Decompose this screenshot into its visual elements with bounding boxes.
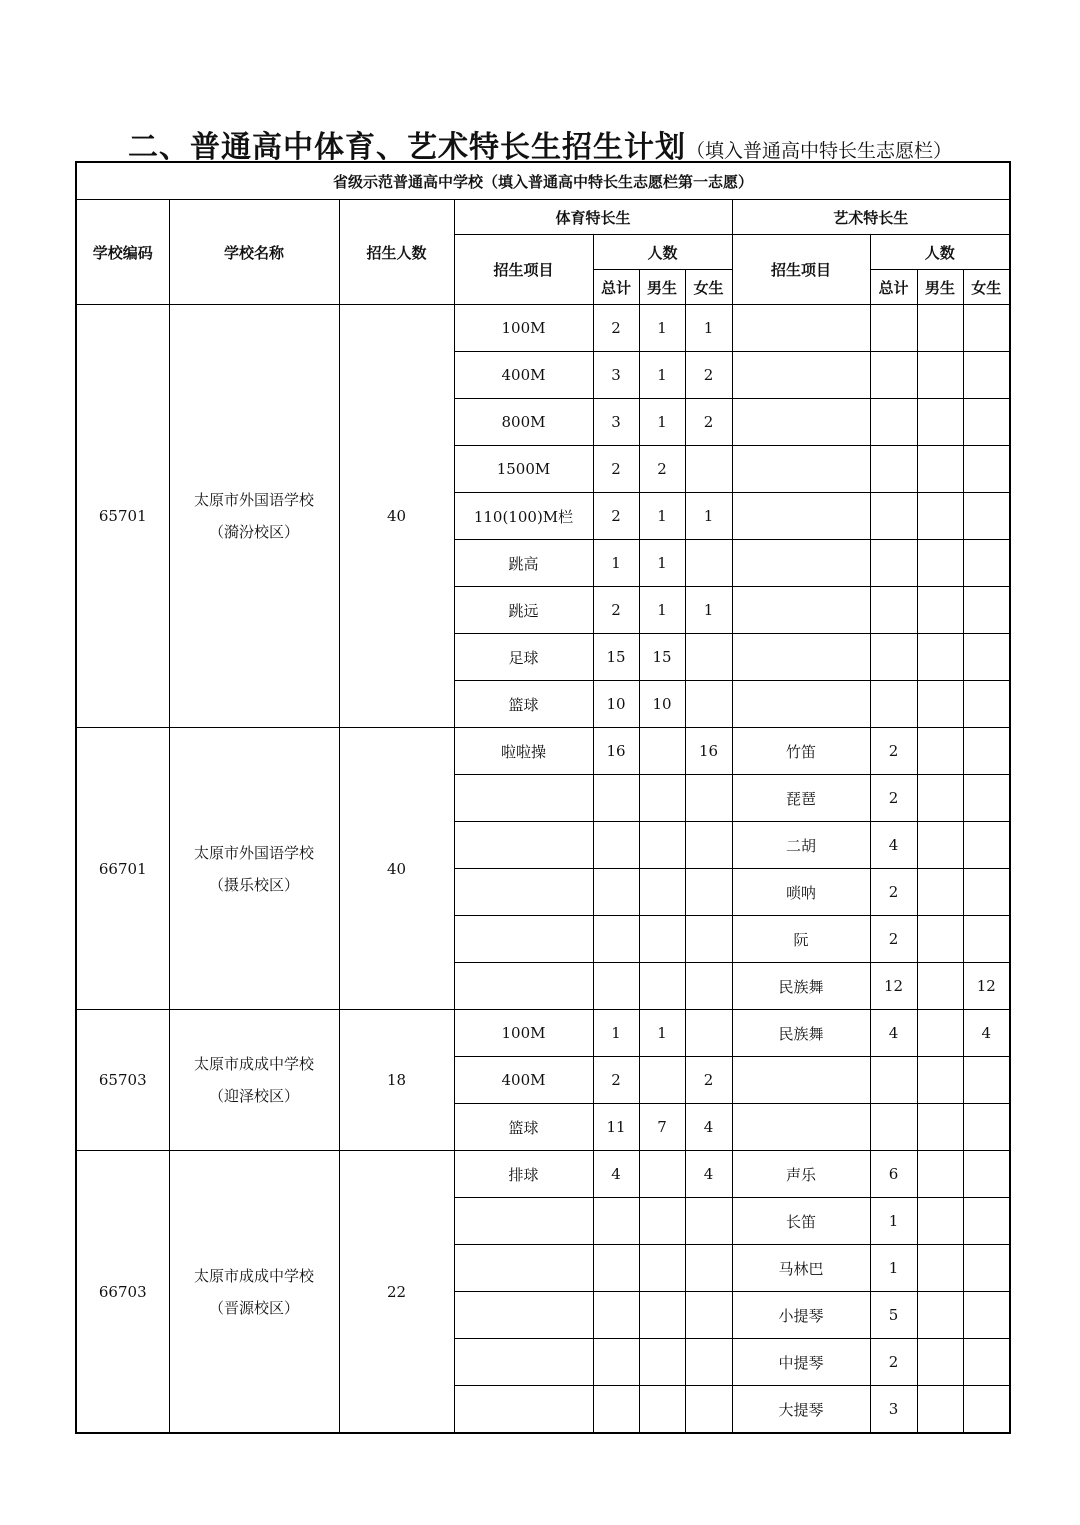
arts-female-cell bbox=[963, 634, 1010, 681]
sports-item-cell bbox=[454, 1292, 593, 1339]
arts-male-cell bbox=[917, 1292, 963, 1339]
sports-female-cell bbox=[685, 916, 732, 963]
arts-total-cell bbox=[870, 305, 917, 352]
arts-total-cell: 4 bbox=[870, 822, 917, 869]
sports-female-cell: 1 bbox=[685, 587, 732, 634]
header-arts-count: 人数 bbox=[870, 235, 1010, 270]
sports-item-cell: 1500M bbox=[454, 446, 593, 493]
sports-total-cell bbox=[593, 1245, 639, 1292]
sports-total-cell: 3 bbox=[593, 399, 639, 446]
sports-male-cell bbox=[639, 822, 685, 869]
sports-male-cell: 15 bbox=[639, 634, 685, 681]
sports-male-cell: 1 bbox=[639, 305, 685, 352]
school-code-cell: 66701 bbox=[76, 728, 169, 1010]
arts-male-cell bbox=[917, 634, 963, 681]
arts-male-cell bbox=[917, 493, 963, 540]
arts-female-cell bbox=[963, 869, 1010, 916]
arts-male-cell bbox=[917, 916, 963, 963]
arts-female-cell bbox=[963, 540, 1010, 587]
arts-male-cell bbox=[917, 305, 963, 352]
arts-male-cell bbox=[917, 681, 963, 728]
sports-total-cell: 1 bbox=[593, 540, 639, 587]
table-row bbox=[76, 1010, 1010, 1057]
arts-female-cell bbox=[963, 1198, 1010, 1245]
arts-male-cell bbox=[917, 352, 963, 399]
arts-total-cell bbox=[870, 352, 917, 399]
sports-item-cell bbox=[454, 1339, 593, 1386]
arts-male-cell bbox=[917, 399, 963, 446]
sports-male-cell: 1 bbox=[639, 540, 685, 587]
sports-item-cell bbox=[454, 869, 593, 916]
sports-male-cell bbox=[639, 1339, 685, 1386]
arts-female-cell: 12 bbox=[963, 963, 1010, 1010]
arts-total-cell: 2 bbox=[870, 728, 917, 775]
school-enroll-count-cell: 18 bbox=[339, 1010, 454, 1151]
arts-total-cell bbox=[870, 587, 917, 634]
arts-item-cell bbox=[732, 446, 870, 493]
arts-item-cell bbox=[732, 493, 870, 540]
sports-male-cell bbox=[639, 1151, 685, 1198]
arts-female-cell bbox=[963, 822, 1010, 869]
arts-male-cell bbox=[917, 540, 963, 587]
sports-male-cell: 1 bbox=[639, 493, 685, 540]
sports-total-cell bbox=[593, 775, 639, 822]
sports-male-cell bbox=[639, 1057, 685, 1104]
arts-female-cell bbox=[963, 1151, 1010, 1198]
school-name-cell bbox=[169, 1010, 339, 1151]
sports-female-cell: 16 bbox=[685, 728, 732, 775]
sports-item-cell: 800M bbox=[454, 399, 593, 446]
sports-male-cell bbox=[639, 1386, 685, 1434]
arts-total-cell: 1 bbox=[870, 1245, 917, 1292]
sports-item-cell bbox=[454, 916, 593, 963]
school-name-cell bbox=[169, 728, 339, 1010]
arts-female-cell bbox=[963, 352, 1010, 399]
sports-total-cell: 16 bbox=[593, 728, 639, 775]
sports-total-cell: 2 bbox=[593, 493, 639, 540]
arts-item-cell: 二胡 bbox=[732, 822, 870, 869]
arts-total-cell: 1 bbox=[870, 1198, 917, 1245]
sports-female-cell bbox=[685, 963, 732, 1010]
sports-female-cell bbox=[685, 1245, 732, 1292]
sports-male-cell: 10 bbox=[639, 681, 685, 728]
arts-item-cell bbox=[732, 634, 870, 681]
arts-male-cell bbox=[917, 728, 963, 775]
header-arts: 艺术特长生 bbox=[732, 200, 1010, 235]
title-note: （填入普通高中特长生志愿栏） bbox=[685, 140, 952, 162]
arts-total-cell bbox=[870, 681, 917, 728]
arts-item-cell bbox=[732, 1057, 870, 1104]
sports-female-cell bbox=[685, 681, 732, 728]
sports-item-cell bbox=[454, 963, 593, 1010]
arts-male-cell bbox=[917, 1245, 963, 1292]
sports-total-cell: 10 bbox=[593, 681, 639, 728]
arts-female-cell bbox=[963, 1057, 1010, 1104]
table-row bbox=[76, 1151, 1010, 1198]
school-campus: （晋源校区） bbox=[208, 1298, 299, 1317]
arts-item-cell: 民族舞 bbox=[732, 963, 870, 1010]
sports-female-cell bbox=[685, 775, 732, 822]
sports-female-cell bbox=[685, 540, 732, 587]
arts-female-cell bbox=[963, 728, 1010, 775]
school-enroll-count-cell: 40 bbox=[339, 305, 454, 728]
table-caption: 省级示范普通高中学校（填入普通高中特长生志愿栏第一志愿） bbox=[76, 162, 1010, 200]
school-name-cell bbox=[169, 1151, 339, 1434]
school-name-cell bbox=[169, 305, 339, 728]
sports-male-cell: 2 bbox=[639, 446, 685, 493]
sports-male-cell bbox=[639, 963, 685, 1010]
sports-total-cell: 2 bbox=[593, 587, 639, 634]
sports-female-cell: 4 bbox=[685, 1104, 732, 1151]
arts-total-cell bbox=[870, 1104, 917, 1151]
header-sports: 体育特长生 bbox=[454, 200, 732, 235]
arts-female-cell bbox=[963, 305, 1010, 352]
sports-female-cell bbox=[685, 446, 732, 493]
arts-item-cell bbox=[732, 587, 870, 634]
header-sports-item: 招生项目 bbox=[454, 235, 593, 305]
sports-total-cell bbox=[593, 963, 639, 1010]
arts-female-cell bbox=[963, 446, 1010, 493]
sports-item-cell: 110(100)M栏 bbox=[454, 493, 593, 540]
sports-item-cell bbox=[454, 1198, 593, 1245]
arts-female-cell bbox=[963, 1292, 1010, 1339]
arts-male-cell bbox=[917, 775, 963, 822]
sports-male-cell bbox=[639, 869, 685, 916]
arts-male-cell bbox=[917, 587, 963, 634]
arts-total-cell: 5 bbox=[870, 1292, 917, 1339]
sports-total-cell bbox=[593, 822, 639, 869]
title-main: 二、普通高中体育、艺术特长生招生计划 bbox=[127, 130, 686, 165]
arts-female-cell bbox=[963, 587, 1010, 634]
sports-female-cell bbox=[685, 1010, 732, 1057]
arts-item-cell bbox=[732, 399, 870, 446]
arts-item-cell: 中提琴 bbox=[732, 1339, 870, 1386]
header-sports-total: 总计 bbox=[593, 270, 639, 305]
sports-female-cell: 2 bbox=[685, 399, 732, 446]
school-campus: （漪汾校区） bbox=[208, 523, 299, 541]
table-row bbox=[76, 305, 1010, 352]
sports-item-cell: 跳远 bbox=[454, 587, 593, 634]
sports-item-cell: 跳高 bbox=[454, 540, 593, 587]
sports-item-cell bbox=[454, 822, 593, 869]
arts-total-cell: 6 bbox=[870, 1151, 917, 1198]
arts-total-cell: 2 bbox=[870, 1339, 917, 1386]
arts-total-cell: 3 bbox=[870, 1386, 917, 1434]
header-sports-female: 女生 bbox=[685, 270, 732, 305]
sports-total-cell: 2 bbox=[593, 305, 639, 352]
arts-total-cell bbox=[870, 446, 917, 493]
arts-male-cell bbox=[917, 446, 963, 493]
sports-male-cell bbox=[639, 1198, 685, 1245]
sports-total-cell bbox=[593, 916, 639, 963]
sports-total-cell bbox=[593, 1198, 639, 1245]
arts-item-cell: 民族舞 bbox=[732, 1010, 870, 1057]
arts-male-cell bbox=[917, 1104, 963, 1151]
header-arts-total: 总计 bbox=[870, 270, 917, 305]
school-name: 太原市成成中学校 bbox=[193, 1055, 314, 1073]
arts-item-cell: 唢呐 bbox=[732, 869, 870, 916]
header-enroll-count: 招生人数 bbox=[339, 200, 454, 305]
sports-male-cell bbox=[639, 1245, 685, 1292]
arts-item-cell: 阮 bbox=[732, 916, 870, 963]
sports-item-cell: 足球 bbox=[454, 634, 593, 681]
sports-male-cell: 7 bbox=[639, 1104, 685, 1151]
sports-male-cell: 1 bbox=[639, 352, 685, 399]
school-name: 太原市外国语学校 bbox=[193, 491, 314, 509]
arts-male-cell bbox=[917, 1339, 963, 1386]
arts-total-cell bbox=[870, 540, 917, 587]
arts-item-cell bbox=[732, 540, 870, 587]
sports-item-cell: 排球 bbox=[454, 1151, 593, 1198]
sports-female-cell bbox=[685, 634, 732, 681]
sports-male-cell bbox=[639, 916, 685, 963]
arts-total-cell bbox=[870, 399, 917, 446]
sports-female-cell: 4 bbox=[685, 1151, 732, 1198]
school-name: 太原市外国语学校 bbox=[193, 843, 314, 862]
sports-item-cell bbox=[454, 1386, 593, 1434]
sports-male-cell bbox=[639, 1292, 685, 1339]
enrollment-plan-table bbox=[75, 161, 1011, 1434]
arts-total-cell: 2 bbox=[870, 775, 917, 822]
sports-female-cell bbox=[685, 822, 732, 869]
arts-male-cell bbox=[917, 1010, 963, 1057]
sports-item-cell: 篮球 bbox=[454, 1104, 593, 1151]
arts-item-cell: 大提琴 bbox=[732, 1386, 870, 1434]
arts-male-cell bbox=[917, 1198, 963, 1245]
arts-female-cell bbox=[963, 399, 1010, 446]
sports-female-cell: 1 bbox=[685, 305, 732, 352]
page-title bbox=[0, 122, 1080, 166]
sports-item-cell: 100M bbox=[454, 1010, 593, 1057]
arts-female-cell: 4 bbox=[963, 1010, 1010, 1057]
arts-item-cell: 长笛 bbox=[732, 1198, 870, 1245]
sports-total-cell bbox=[593, 869, 639, 916]
table-row bbox=[76, 728, 1010, 775]
sports-total-cell: 3 bbox=[593, 352, 639, 399]
sports-item-cell bbox=[454, 1245, 593, 1292]
arts-female-cell bbox=[963, 916, 1010, 963]
sports-total-cell: 2 bbox=[593, 1057, 639, 1104]
arts-male-cell bbox=[917, 963, 963, 1010]
arts-total-cell bbox=[870, 493, 917, 540]
sports-total-cell: 11 bbox=[593, 1104, 639, 1151]
arts-item-cell bbox=[732, 352, 870, 399]
sports-female-cell: 2 bbox=[685, 1057, 732, 1104]
sports-total-cell: 2 bbox=[593, 446, 639, 493]
sports-female-cell bbox=[685, 1339, 732, 1386]
sports-item-cell: 啦啦操 bbox=[454, 728, 593, 775]
header-school-code: 学校编码 bbox=[76, 200, 169, 305]
sports-total-cell bbox=[593, 1386, 639, 1434]
school-code-cell: 66703 bbox=[76, 1151, 169, 1434]
school-campus: （摄乐校区） bbox=[208, 875, 299, 894]
arts-item-cell bbox=[732, 305, 870, 352]
sports-item-cell bbox=[454, 775, 593, 822]
sports-item-cell: 400M bbox=[454, 352, 593, 399]
sports-total-cell: 1 bbox=[593, 1010, 639, 1057]
arts-total-cell bbox=[870, 634, 917, 681]
header-arts-item: 招生项目 bbox=[732, 235, 870, 305]
arts-female-cell bbox=[963, 1339, 1010, 1386]
sports-female-cell bbox=[685, 1292, 732, 1339]
arts-item-cell bbox=[732, 1104, 870, 1151]
arts-total-cell: 2 bbox=[870, 916, 917, 963]
sports-female-cell: 2 bbox=[685, 352, 732, 399]
sports-total-cell: 15 bbox=[593, 634, 639, 681]
arts-male-cell bbox=[917, 869, 963, 916]
sports-item-cell: 400M bbox=[454, 1057, 593, 1104]
arts-total-cell: 12 bbox=[870, 963, 917, 1010]
school-code-cell: 65703 bbox=[76, 1010, 169, 1151]
sports-item-cell: 篮球 bbox=[454, 681, 593, 728]
sports-female-cell bbox=[685, 869, 732, 916]
arts-male-cell bbox=[917, 1386, 963, 1434]
arts-item-cell: 声乐 bbox=[732, 1151, 870, 1198]
arts-item-cell bbox=[732, 681, 870, 728]
header-sports-count: 人数 bbox=[593, 235, 732, 270]
sports-item-cell: 100M bbox=[454, 305, 593, 352]
school-name: 太原市成成中学校 bbox=[193, 1266, 314, 1285]
arts-female-cell bbox=[963, 681, 1010, 728]
header-sports-male: 男生 bbox=[639, 270, 685, 305]
table-body bbox=[76, 305, 1010, 1434]
header-arts-female: 女生 bbox=[963, 270, 1010, 305]
arts-total-cell: 2 bbox=[870, 869, 917, 916]
arts-female-cell bbox=[963, 1245, 1010, 1292]
arts-total-cell: 4 bbox=[870, 1010, 917, 1057]
arts-female-cell bbox=[963, 1386, 1010, 1434]
arts-item-cell: 竹笛 bbox=[732, 728, 870, 775]
arts-total-cell bbox=[870, 1057, 917, 1104]
arts-item-cell: 小提琴 bbox=[732, 1292, 870, 1339]
school-enroll-count-cell: 40 bbox=[339, 728, 454, 1010]
sports-female-cell bbox=[685, 1386, 732, 1434]
arts-female-cell bbox=[963, 775, 1010, 822]
sports-total-cell bbox=[593, 1339, 639, 1386]
sports-male-cell bbox=[639, 728, 685, 775]
sports-male-cell: 1 bbox=[639, 399, 685, 446]
school-code-cell: 65701 bbox=[76, 305, 169, 728]
sports-total-cell bbox=[593, 1292, 639, 1339]
arts-male-cell bbox=[917, 1151, 963, 1198]
header-school-name: 学校名称 bbox=[169, 200, 339, 305]
arts-male-cell bbox=[917, 1057, 963, 1104]
school-campus: （迎泽校区） bbox=[208, 1087, 299, 1105]
sports-female-cell: 1 bbox=[685, 493, 732, 540]
header-arts-male: 男生 bbox=[917, 270, 963, 305]
arts-female-cell bbox=[963, 493, 1010, 540]
sports-female-cell bbox=[685, 1198, 732, 1245]
arts-item-cell: 马林巴 bbox=[732, 1245, 870, 1292]
sports-total-cell: 4 bbox=[593, 1151, 639, 1198]
sports-male-cell bbox=[639, 775, 685, 822]
arts-male-cell bbox=[917, 822, 963, 869]
arts-item-cell: 琵琶 bbox=[732, 775, 870, 822]
sports-male-cell: 1 bbox=[639, 1010, 685, 1057]
sports-male-cell: 1 bbox=[639, 587, 685, 634]
arts-female-cell bbox=[963, 1104, 1010, 1151]
school-enroll-count-cell: 22 bbox=[339, 1151, 454, 1434]
